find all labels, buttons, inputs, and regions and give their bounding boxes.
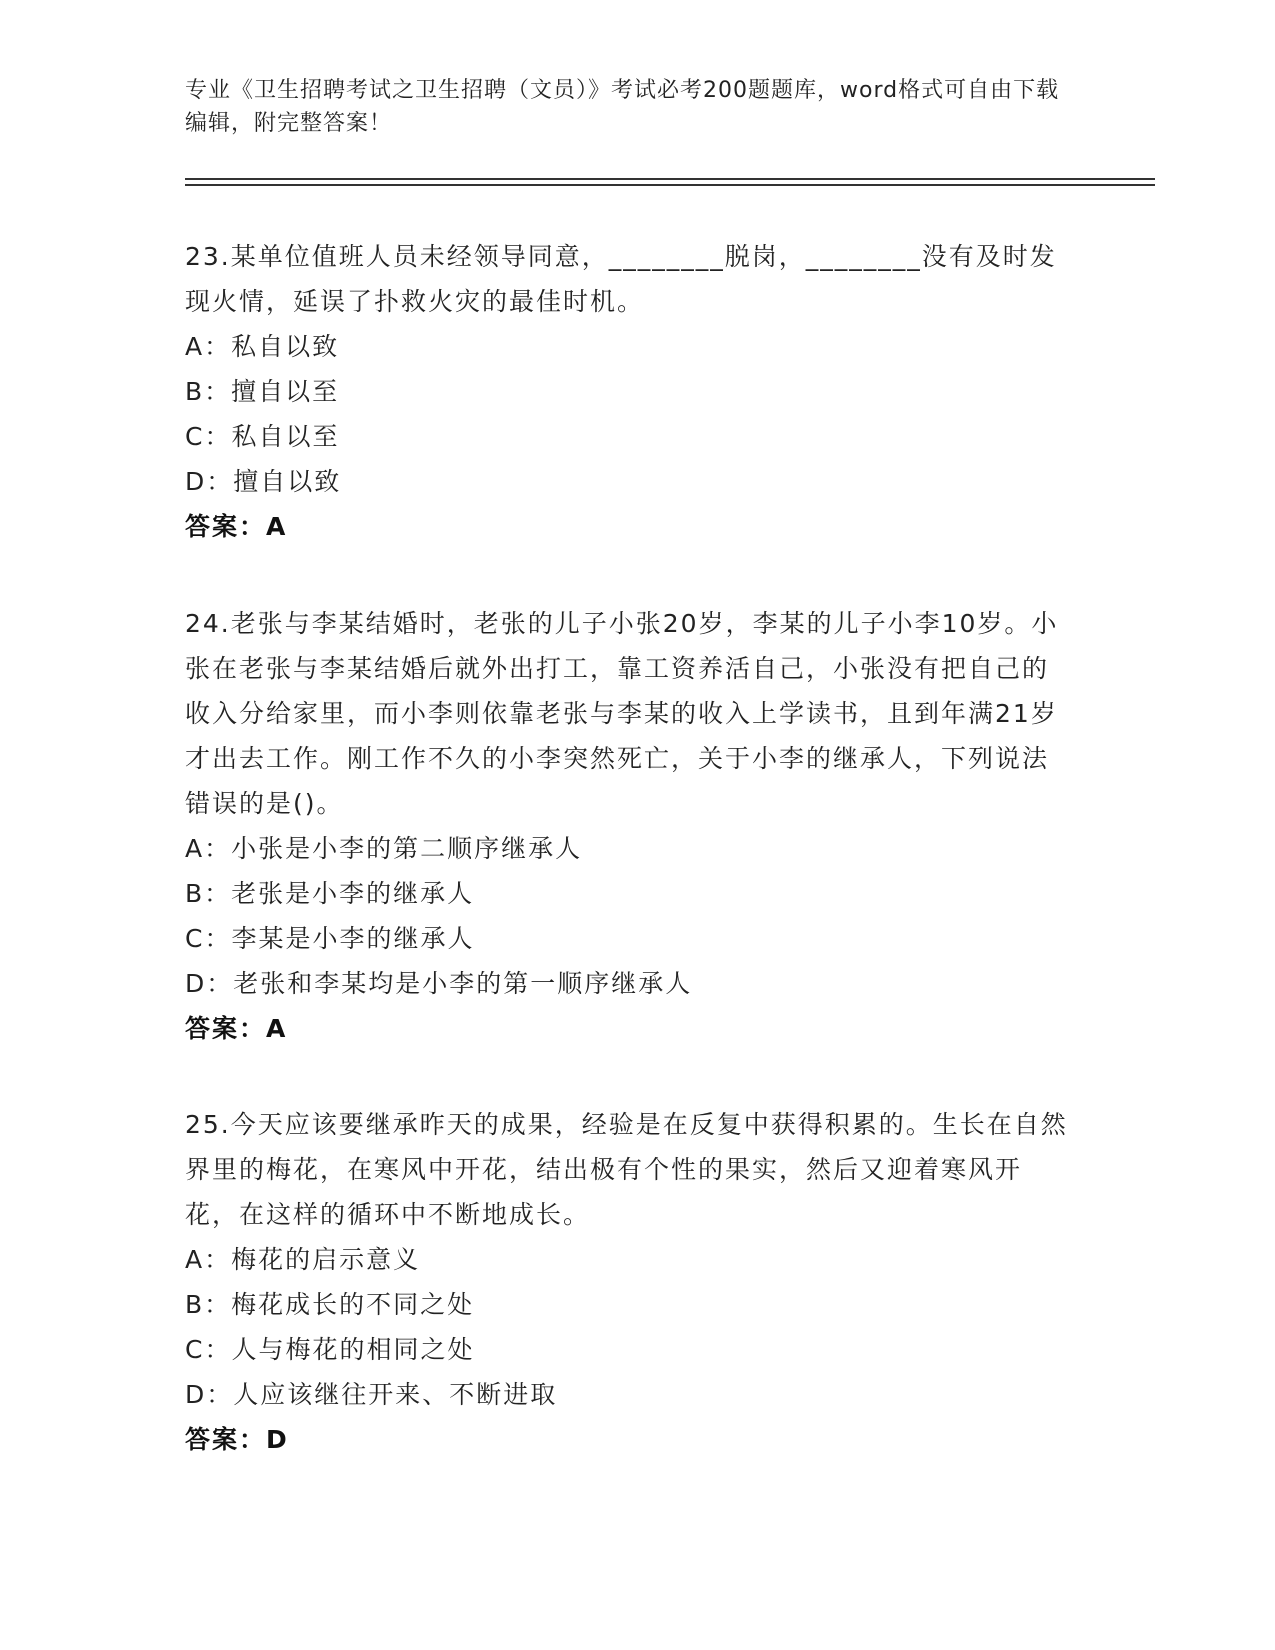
question-stem: 23.某单位值班人员未经领导同意，________脱岗，________没有及时发现火情，延误了扑救火灾的最佳时机。	[185, 242, 1057, 316]
option-c: C：私自以至	[185, 422, 340, 451]
option-b: B：擅自以至	[185, 377, 340, 406]
question-24	[185, 601, 1075, 1051]
question-stem: 24.老张与李某结婚时，老张的儿子小张20岁，李某的儿子小李10岁。小张在老张与李某结婚后就外出打工，靠工资养活自己，小张没有把自己的收入分给家里，而小李则依靠老张与李某的收入上学读书，且到年满21岁才出去工作。刚工作不久的小李突然死亡，关于小李的继承人，下列说法错误的是()。	[185, 609, 1059, 818]
option-a: A：私自以致	[185, 332, 340, 361]
option-c: C：人与梅花的相同之处	[185, 1335, 475, 1364]
option-a: A：小张是小李的第二顺序继承人	[185, 834, 583, 863]
answer: 答案：D	[185, 1425, 289, 1454]
option-a: A：梅花的启示意义	[185, 1245, 421, 1274]
question-stem: 25.今天应该要继承昨天的成果，经验是在反复中获得积累的。生长在自然界里的梅花，在寒风中开花，结出极有个性的果实，然后又迎着寒风开花，在这样的循环中不断地成长。	[185, 1110, 1068, 1229]
option-d: D：人应该继往开来、不断进取	[185, 1380, 558, 1409]
option-b: B：老张是小李的继承人	[185, 879, 475, 908]
question-25	[185, 1102, 1075, 1462]
question-23	[185, 234, 1075, 549]
option-c: C：李某是小李的继承人	[185, 924, 475, 953]
document-header: 专业《卫生招聘考试之卫生招聘（文员）》考试必考200题题库，word格式可自由下载编辑，附完整答案！	[185, 78, 1060, 136]
option-d: D：擅自以致	[185, 467, 342, 496]
option-b: B：梅花成长的不同之处	[185, 1290, 475, 1319]
header-divider-bottom	[185, 184, 1155, 186]
option-d: D：老张和李某均是小李的第一顺序继承人	[185, 969, 693, 998]
answer: 答案：A	[185, 1014, 288, 1043]
answer: 答案：A	[185, 512, 288, 541]
header-divider-top	[185, 178, 1155, 180]
